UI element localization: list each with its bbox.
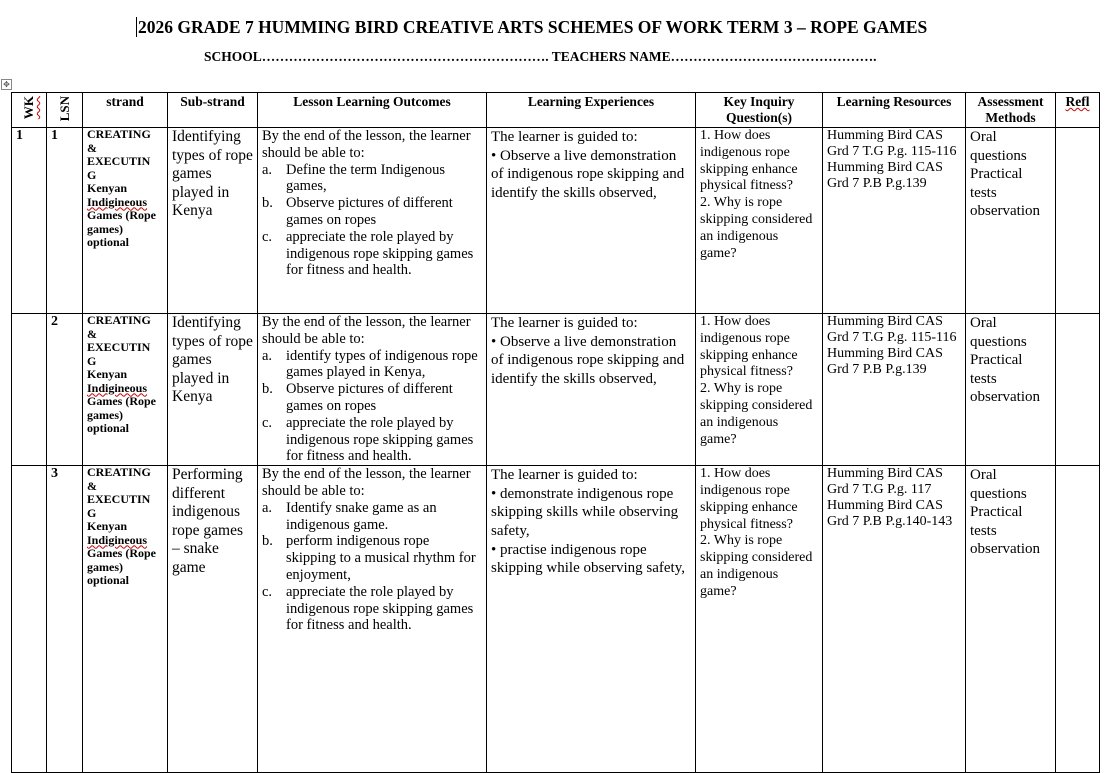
document-title: 2026 GRADE 7 HUMMING BIRD CREATIVE ARTS SCHEMES OF WORK TERM 3 – ROPE GAMES [136,17,1018,37]
assessment-method: Oral questions [970,467,1027,502]
outcome-text: perform indigenous rope skipping to a musical rhythm for enjoyment, [286,533,476,583]
assessment-method: observation [970,389,1040,405]
sub-strand-cell: Performing different indigenous rope games – snake game [168,466,258,773]
assessment-cell [966,128,1056,314]
col-header-reflection: Refl [1056,93,1100,128]
reflection-cell[interactable] [1056,314,1100,466]
outcome-item [262,162,482,196]
strand-line: optional [87,235,130,249]
outcomes-list [262,348,482,466]
experience-line: • demonstrate indigenous rope skipping skills while observing safety, [491,485,679,539]
strand-line: optional [87,573,130,588]
resource-item: Humming Bird CAS Grd 7 T.G P.g. 115-116 [827,314,957,345]
outcome-letter: c. [262,228,273,245]
lesson-cell: 1 [47,128,83,314]
strand-line: EXECUTIN [87,154,151,168]
outcomes-cell [258,128,487,314]
outcomes-list [262,162,482,280]
resource-item: Humming Bird CAS Grd 7 T.G P.g. 117 [827,466,943,498]
inquiry-question: 2. Why is rope skipping considered an indigenous game? [700,195,813,261]
experience-line: • Observe a live demonstration of indigenous rope skipping and identify the skills observed, [491,147,685,201]
assessment-method: Practical tests [970,352,1023,387]
experience-line: • Observe a live demonstration of indigenous rope skipping and identify the skills observed, [491,333,685,387]
col-header-sub-strand: Sub-strand [168,93,258,128]
strand-line: & [87,140,97,155]
strand-line: EXECUTIN [87,492,151,507]
strand-line: G [87,505,97,520]
table-row [12,314,1100,466]
inquiry-cell [696,466,823,773]
outcome-letter: c. [262,583,273,600]
assessment-cell [966,466,1056,773]
outcome-item [262,500,482,534]
strand-line: Games (Rope [87,394,156,408]
outcome-text: appreciate the role played by indigenous rope skipping games for fitness and health. [286,583,474,634]
outcome-letter: a. [262,499,273,516]
col-header-week: WK [12,93,47,128]
outcomes-intro: By the end of the lesson, the learner should be able to: [262,128,471,161]
experiences-cell [487,314,696,466]
week-cell [12,466,47,773]
outcome-letter: a. [262,347,273,364]
col-header-experiences: Learning Experiences [487,93,696,128]
strand-line: Indigineous [87,194,148,209]
outcome-letter: b. [262,533,273,550]
strand-line: Kenyan [87,181,128,195]
strand-line: Indigineous [87,532,148,547]
week-cell [12,314,47,466]
outcomes-intro: By the end of the lesson, the learner should be able to: [262,314,471,347]
col-header-assessment: Assessment Methods [966,93,1056,128]
resources-cell [823,128,966,314]
experience-line: The learner is guided to: [491,315,638,331]
col-header-lesson: LSN [47,93,83,128]
scheme-of-work-table [11,92,1100,773]
strand-line: optional [87,421,130,435]
outcome-text: Identify snake game as an indigenous game. [286,499,437,533]
outcome-letter: b. [262,195,273,212]
outcome-text: Define the term Indigenous games, [286,161,446,195]
resource-item: Humming Bird CAS Grd 7 P.B P.g.139 [827,346,943,377]
strand-line: CREATING [87,313,151,327]
inquiry-question: 1. How does indigenous rope skipping enhance physical fitness? [700,128,798,194]
outcome-letter: a. [262,161,273,178]
inquiry-question: 1. How does indigenous rope skipping enhance physical fitness? [700,466,798,532]
resources-cell [823,314,966,466]
outcome-item [262,533,482,583]
strand-line: Kenyan [87,519,128,534]
col-header-inquiry: Key Inquiry Question(s) [696,93,823,128]
outcome-item [262,381,482,415]
experiences-cell [487,466,696,773]
outcomes-cell [258,466,487,773]
inquiry-cell [696,128,823,314]
outcome-item [262,348,482,382]
reflection-cell[interactable] [1056,466,1100,773]
lesson-cell: 2 [47,314,83,466]
inquiry-cell [696,314,823,466]
assessment-method: observation [970,541,1040,558]
strand-line: CREATING [87,127,151,141]
strand-cell [83,128,168,314]
col-header-strand: strand [83,93,168,128]
outcome-letter: c. [262,414,273,431]
experiences-cell [487,128,696,314]
outcome-text: identify types of indigenous rope games played in Kenya, [286,347,478,381]
assessment-cell [966,314,1056,466]
strand-line: EXECUTIN [87,340,151,354]
outcome-item [262,415,482,465]
strand-cell [83,466,168,773]
outcome-item [262,229,482,279]
strand-line: games) [87,407,123,422]
strand-line: games) [87,221,123,236]
experience-line: The learner is guided to: [491,467,638,484]
reflection-cell[interactable] [1056,128,1100,314]
strand-line: CREATING [87,465,151,480]
table-row [12,128,1100,314]
lesson-cell: 3 [47,466,83,773]
outcome-item [262,584,482,634]
strand-line: Indigineous [87,380,148,395]
outcomes-intro: By the end of the lesson, the learner should be able to: [262,466,471,499]
inquiry-question: 2. Why is rope skipping considered an indigenous game? [700,381,813,447]
assessment-method: Practical tests [970,166,1023,201]
outcomes-list [262,500,482,634]
strand-line: G [87,167,97,182]
col-header-outcomes: Lesson Learning Outcomes [258,93,487,128]
resource-item: Humming Bird CAS Grd 7 P.B P.g.140-143 [827,498,953,530]
assessment-method: observation [970,203,1040,219]
week-cell: 1 [12,128,47,314]
sub-strand-cell: Identifying types of rope games played in Kenya [168,128,258,314]
outcome-text: Observe pictures of different games on ropes [286,381,453,414]
experience-line: • practise indigenous rope skipping while observing safety, [491,541,685,577]
school-teacher-line: SCHOOL………………………………………………………. TEACHERS NAME………………………………………. [204,49,877,64]
move-arrows-icon[interactable]: ✥ [1,79,12,90]
experience-line: The learner is guided to: [491,129,638,145]
outcome-item [262,195,482,229]
sub-strand-cell: Identifying types of rope games played in Kenya [168,314,258,466]
resources-cell [823,466,966,773]
strand-line: games) [87,559,123,574]
outcome-letter: b. [262,381,273,398]
col-header-resources: Learning Resources [823,93,966,128]
outcomes-cell [258,314,487,466]
table-row [12,466,1100,773]
strand-line: G [87,353,97,368]
strand-line: & [87,478,97,493]
assessment-method: Oral questions [970,129,1027,164]
strand-line: & [87,326,97,341]
inquiry-question: 2. Why is rope skipping considered an indigenous game? [700,533,813,599]
strand-line: Kenyan [87,367,128,381]
assessment-method: Oral questions [970,315,1027,350]
strand-cell [83,314,168,466]
strand-line: Games (Rope [87,546,156,561]
resource-item: Humming Bird CAS Grd 7 P.B P.g.139 [827,160,943,191]
outcome-text: appreciate the role played by indigenous rope skipping games for fitness and health. [286,414,474,465]
assessment-method: Practical tests [970,504,1023,539]
header-row [12,93,1100,128]
outcome-text: Observe pictures of different games on ropes [286,195,453,228]
outcome-text: appreciate the role played by indigenous rope skipping games for fitness and health. [286,228,474,279]
strand-line: Games (Rope [87,208,156,222]
inquiry-question: 1. How does indigenous rope skipping enhance physical fitness? [700,314,798,380]
resource-item: Humming Bird CAS Grd 7 T.G P.g. 115-116 [827,128,957,159]
